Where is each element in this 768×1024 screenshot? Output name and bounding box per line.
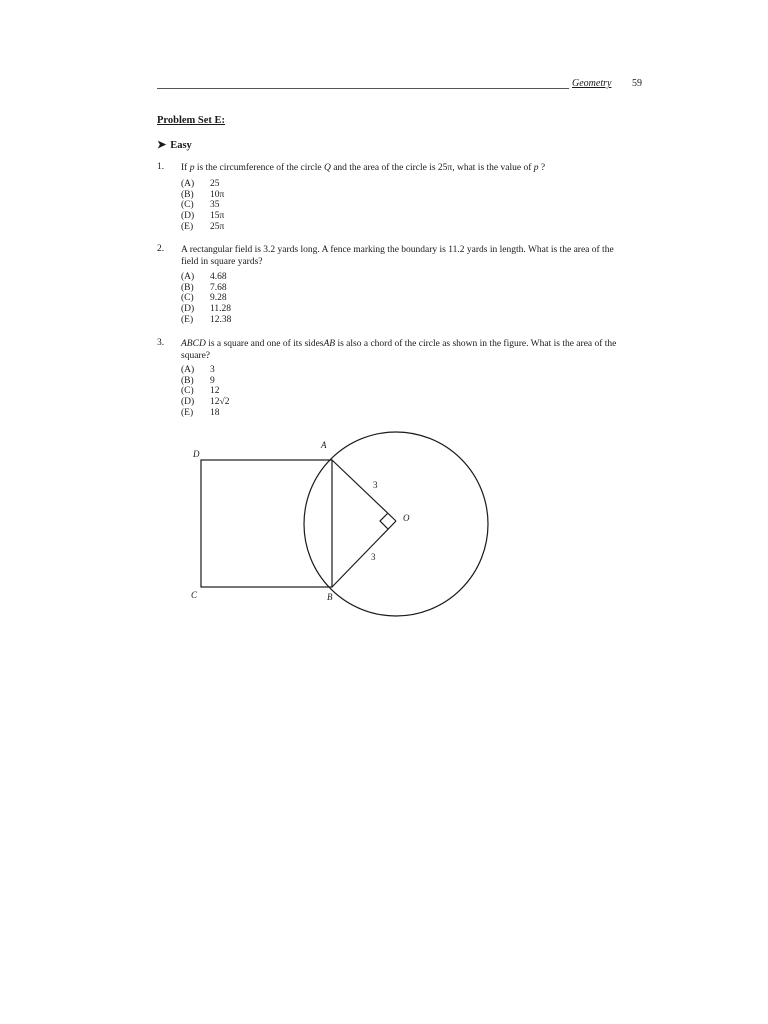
answer-choice: (D) 11.28: [181, 304, 232, 315]
arrow-bullet-icon: ➤: [157, 139, 167, 151]
answer-choice: (C) 35: [181, 200, 220, 211]
answer-choice: (A) 3: [181, 365, 215, 375]
vertex-label-b: B: [327, 592, 333, 602]
question-1-number: 1.: [157, 162, 165, 172]
segment-label-ao: 3: [373, 480, 378, 490]
question-1-text: If p is the circumference of the circle Q and the area of the circle is 25π, what is the value of p ?: [181, 163, 546, 173]
answer-choice: (A) 4.68: [181, 272, 227, 282]
square-abcd: [201, 460, 332, 587]
answer-choice: (D) 15π: [181, 211, 225, 222]
header-title: Geometry: [572, 78, 612, 89]
page-number: 59: [632, 78, 642, 89]
radius-ao: [332, 460, 396, 521]
question-3-text: ABCD is a square and one of its sidesAB is also a chord of the circle as shown in the figure. What is the area of the square?: [181, 339, 617, 361]
answer-choice: (B) 9: [181, 375, 215, 386]
question-2-number: 2.: [157, 244, 165, 254]
vertex-label-a: A: [321, 440, 327, 450]
difficulty-label: Easy: [170, 140, 192, 151]
answer-choice: (B) 7.68: [181, 282, 227, 293]
vertex-label-c: C: [191, 590, 198, 600]
answer-choice: (A) 25: [181, 179, 220, 189]
question-3-number: 3.: [157, 338, 165, 348]
answer-choice: (C) 9.28: [181, 293, 227, 304]
answer-choice: (E) 18: [181, 407, 220, 418]
answer-choice: (E) 12.38: [181, 314, 232, 325]
answer-choice: (E) 25π: [181, 221, 225, 232]
right-angle-marker: [380, 513, 388, 529]
answer-choice: (B) 10π: [181, 189, 225, 200]
question-2-text: A rectangular field is 3.2 yards long. A fence marking the boundary is 11.2 yards in length. What is the area of the field in square yards?: [181, 245, 614, 267]
problem-set-title: Problem Set E:: [157, 115, 226, 126]
vertex-label-d: D: [193, 449, 200, 459]
center-label-o: O: [403, 513, 410, 523]
answer-choice: (C) 12: [181, 386, 220, 397]
answer-choice: (D) 12√2: [181, 397, 230, 408]
segment-label-bo: 3: [371, 552, 376, 562]
radius-bo: [332, 521, 396, 587]
